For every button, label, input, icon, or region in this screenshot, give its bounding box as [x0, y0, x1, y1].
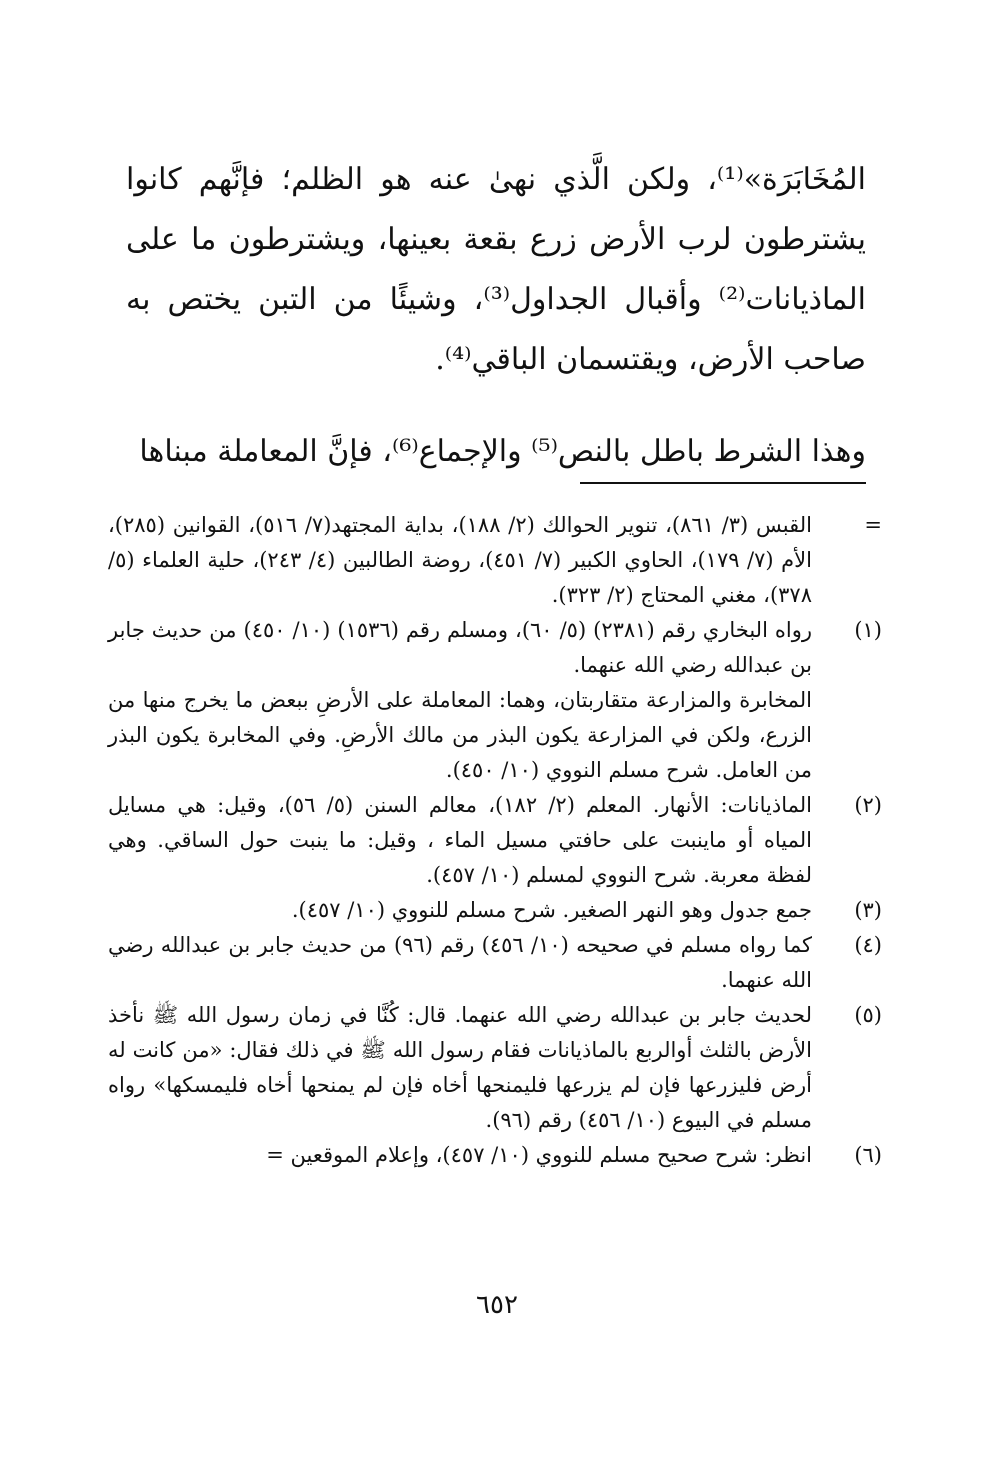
- main-text: [126, 150, 866, 482]
- footnote-body: [108, 1138, 812, 1173]
- footnote-body: [108, 613, 812, 788]
- footnotes: [108, 508, 882, 1173]
- footnote-1: [108, 613, 882, 788]
- footnote-separator: [580, 482, 866, 484]
- main-paragraph-1: المُخَابَرَة»⁽¹⁾، ولكن الَّذي نهىٰ عنه هو الظلم؛ فإنَّهم كانوا يشترطون لرب الأرض زرع بقعة بعينها، ويشترطون ما على الماذيانات⁽²⁾ وأقبال الجداول⁽³⁾، وشيئًا من التبن يختص به صاحب الأرض، ويقتسمان الباقي⁽⁴⁾.: [126, 162, 867, 377]
- footnote-5: [108, 998, 882, 1138]
- footnote-3: [108, 893, 882, 928]
- footnote-text: القبس (٣/ ٨٦١)، تنوير الحوالك (٢/ ١٨٨)، بداية المجتهد(٧/ ٥١٦)، القوانين (٢٨٥)، الأم (٧/ ١٧٩)، الحاوي الكبير (٧/ ٤٥١)، روضة الطالبين (٤/ ٢٤٣)، حلية العلماء (٥/ ٣٧٨)، مغني المحتاج (٢/ ٣٢٣).: [108, 513, 812, 607]
- footnote-2: [108, 788, 882, 893]
- footnote-6: [108, 1138, 882, 1173]
- footnote-text: رواه البخاري رقم (٢٣٨١) (٥/ ٦٠)، ومسلم رقم (١٥٣٦) (١٠/ ٤٥٠) من حديث جابر بن عبدالله رضي الله عنهما.: [108, 618, 813, 677]
- footnote-body: [108, 508, 812, 613]
- footnote-text: الماذيانات: الأنهار. المعلم (٢/ ١٨٢)، معالم السنن (٥/ ٥٦)، وقيل: هي مسايل المياه أو ماينبت على حافتي مسيل الماء ، وقيل: ما ينبت حول الساقي. وهي لفظة معربة. شرح النووي لمسلم (١٠/ ٤٥٧).: [108, 793, 812, 887]
- footnote-text-extra: المخابرة والمزارعة متقاربتان، وهما: المعاملة على الأرضِ ببعض ما يخرج منها من الزرع، ولكن في المزارعة يكون البذر من مالك الأرضِ. وفي المخابرة يكون البذر من العامل. شرح مسلم النووي (١٠/ ٤٥٠).: [108, 688, 812, 782]
- footnote-text: انظر: شرح صحيح مسلم للنووي (١٠/ ٤٥٧)، وإعلام الموقعين =: [266, 1143, 812, 1167]
- footnote-body: [108, 998, 812, 1138]
- main-paragraph-2: وهذا الشرط باطل بالنص⁽⁵⁾ والإجماع⁽⁶⁾، فإنَّ المعاملة مبناها: [139, 434, 866, 469]
- footnote-body: [108, 893, 812, 928]
- footnote-marker: (٢): [854, 793, 882, 817]
- footnote-4: [108, 928, 882, 998]
- footnote-text: كما رواه مسلم في صحيحه (١٠/ ٤٥٦) رقم (٩٦) من حديث جابر بن عبدالله رضي الله عنهما.: [108, 933, 812, 992]
- footnote-text: جمع جدول وهو النهر الصغير. شرح مسلم للنووي (١٠/ ٤٥٧).: [291, 898, 812, 922]
- footnote-marker: (١): [854, 618, 882, 642]
- footnote-text: لحديث جابر بن عبدالله رضي الله عنهما. قال: كُنَّا في زمان رسول الله ﷺ نأخذ الأرض بالثلث أوالربع بالماذيانات فقام رسول الله ﷺ في ذلك فقال: «من كانت له أرض فليزرعها فإن لم يزرعها فليمنحها أخاه فإن لم يمنحها أخاه فليمسكها» رواه مسلم في البيوع (١٠/ ٤٥٦) رقم (٩٦).: [108, 1003, 812, 1132]
- footnote-marker: (٦): [854, 1143, 882, 1167]
- footnote-continued: [108, 508, 882, 613]
- page-number: ٦٥٢: [476, 1290, 518, 1320]
- footnote-marker: =: [864, 513, 882, 537]
- footnote-marker: (٤): [854, 933, 882, 957]
- footnote-marker: (٥): [854, 1003, 882, 1027]
- footnote-body: [108, 928, 812, 998]
- footnote-marker: (٣): [854, 898, 882, 922]
- footnote-body: [108, 788, 812, 893]
